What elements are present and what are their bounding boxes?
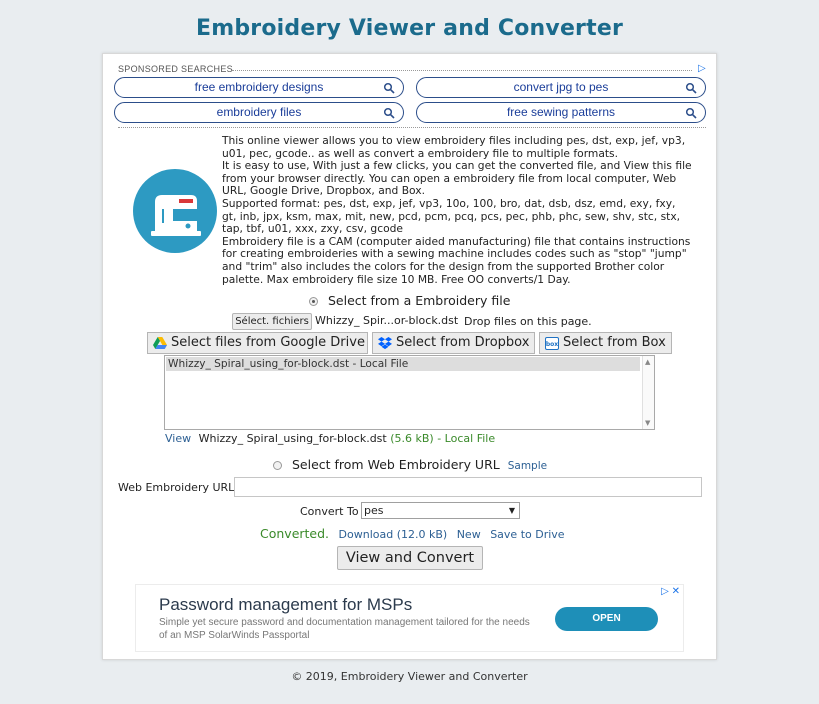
svg-text:box: box — [545, 341, 559, 348]
sponsored-search-convert-jpg-to-pes[interactable] — [416, 77, 706, 98]
view-link[interactable]: View — [165, 432, 192, 445]
file-source-label: Select from a Embroidery file — [327, 293, 511, 308]
url-input[interactable] — [234, 477, 702, 497]
main-panel — [102, 53, 717, 660]
save-to-drive-link[interactable]: Save to Drive — [490, 528, 565, 541]
convert-status — [260, 526, 565, 541]
google-drive-button[interactable] — [147, 332, 368, 354]
ad-headline[interactable]: Password management for MSPs — [159, 595, 413, 614]
ad-body: Simple yet secure password and documentation management tailored for the needs of an MSP SolarWinds Passportal — [159, 617, 530, 641]
new-link[interactable]: New — [456, 528, 481, 541]
adchoices-icon[interactable]: ▷ — [698, 63, 706, 74]
ad-open-button[interactable]: OPEN — [555, 607, 658, 631]
url-source-option[interactable] — [273, 457, 547, 472]
download-link[interactable]: Download (12.0 kB) — [338, 528, 448, 541]
url-source-label: Select from Web Embroidery URL — [291, 457, 500, 472]
dropbox-button[interactable] — [372, 332, 535, 354]
description — [222, 135, 692, 286]
converted-status: Converted. — [260, 526, 330, 541]
view-and-convert-button[interactable]: View and Convert — [337, 546, 483, 570]
search-icon — [383, 107, 395, 119]
sponsored-search-label: convert jpg to pes — [513, 80, 609, 94]
file-view-line — [165, 432, 495, 445]
google-drive-label: Select files from Google Drive — [171, 335, 365, 350]
chosen-file-name: Whizzy_ Spir...or-block.dst — [315, 314, 459, 327]
scroll-down-icon[interactable]: ▼ — [645, 419, 651, 427]
ad-banner[interactable] — [135, 584, 684, 652]
view-file-meta: (5.6 kB) - Local File — [390, 432, 496, 445]
sewing-machine-icon — [133, 169, 217, 253]
url-source-radio[interactable] — [273, 461, 282, 470]
convert-to-label: Convert To — [300, 505, 359, 518]
sample-link[interactable]: Sample — [507, 460, 548, 472]
sponsored-search-label: embroidery files — [216, 105, 302, 119]
file-listbox[interactable] — [164, 355, 655, 430]
url-field-label: Web Embroidery URL — [118, 481, 235, 494]
sponsored-bottom-divider — [118, 127, 706, 128]
sponsored-divider — [232, 70, 692, 71]
description-paragraph: Supported format: pes, dst, exp, jef, vp3, 10o, 100, bro, dat, dsb, dsz, emd, exy, fxy, gt, inb, jpx, ksm, max, mit, new, pcd, pcm, pcq, pcs, pec, phb, phc, sew, shv, stc, stx, tap, tbf, u01, xxx, zxy, csv, gcode — [222, 196, 681, 236]
format-select-value: pes — [364, 504, 384, 517]
box-icon — [545, 337, 559, 350]
choose-file-button[interactable]: Sélect. fichiers — [232, 313, 312, 330]
box-button[interactable] — [539, 332, 672, 354]
drop-zone-text: Drop files on this page. — [464, 315, 592, 328]
description-paragraph: This online viewer allows you to view embroidery files including pes, dst, exp, jef, vp3, u01, pec, gcode.. as well as convert a embroidery file to multiple formats. — [222, 134, 686, 160]
file-list-item[interactable]: Whizzy_ Spiral_using_for-block.dst - Local File — [166, 357, 640, 371]
view-file-name: Whizzy_ Spiral_using_for-block.dst — [198, 432, 387, 445]
footer: © 2019, Embroidery Viewer and Converter — [291, 670, 528, 683]
scroll-up-icon[interactable]: ▲ — [645, 358, 651, 366]
sponsored-search-embroidery-files[interactable] — [114, 102, 404, 123]
chevron-down-icon: ▼ — [508, 506, 515, 515]
sponsored-label: SPONSORED SEARCHES — [118, 64, 233, 74]
sponsored-search-free-embroidery-designs[interactable] — [114, 77, 404, 98]
search-icon — [685, 107, 697, 119]
sponsored-search-label: free embroidery designs — [194, 80, 324, 94]
sponsored-header — [118, 64, 706, 76]
search-icon — [383, 82, 395, 94]
description-paragraph: Embroidery file is a CAM (computer aided manufacturing) file that contains instructions for creating embroideries with a sewing machine includes codes such as "stop" "jump" and "trim" also includes the colors for the design from the supported Brother color palette. Max embroidery file size 10 MB. Free OO converts/1 Day. — [222, 234, 691, 286]
sponsored-search-free-sewing-patterns[interactable] — [416, 102, 706, 123]
dropbox-icon — [378, 337, 392, 350]
ad-close-icon[interactable]: ▷ ✕ — [661, 586, 680, 597]
file-source-radio[interactable] — [309, 297, 318, 306]
dropbox-label: Select from Dropbox — [396, 335, 530, 350]
sponsored-search-label: free sewing patterns — [506, 105, 616, 119]
file-source-option[interactable] — [309, 293, 510, 308]
listbox-scrollbar[interactable] — [642, 356, 654, 429]
description-paragraph: It is easy to use, With just a few clicks, you can get the converted file, and View this file from your browser directly. You can open a embroidery file from local computer, Web URL, Google Drive, Dropbox, and Box. — [222, 159, 692, 198]
search-icon — [685, 82, 697, 94]
format-select[interactable] — [361, 502, 520, 519]
page-title: Embroidery Viewer and Converter — [195, 16, 623, 41]
box-label: Select from Box — [563, 335, 666, 350]
google-drive-icon — [153, 337, 167, 350]
